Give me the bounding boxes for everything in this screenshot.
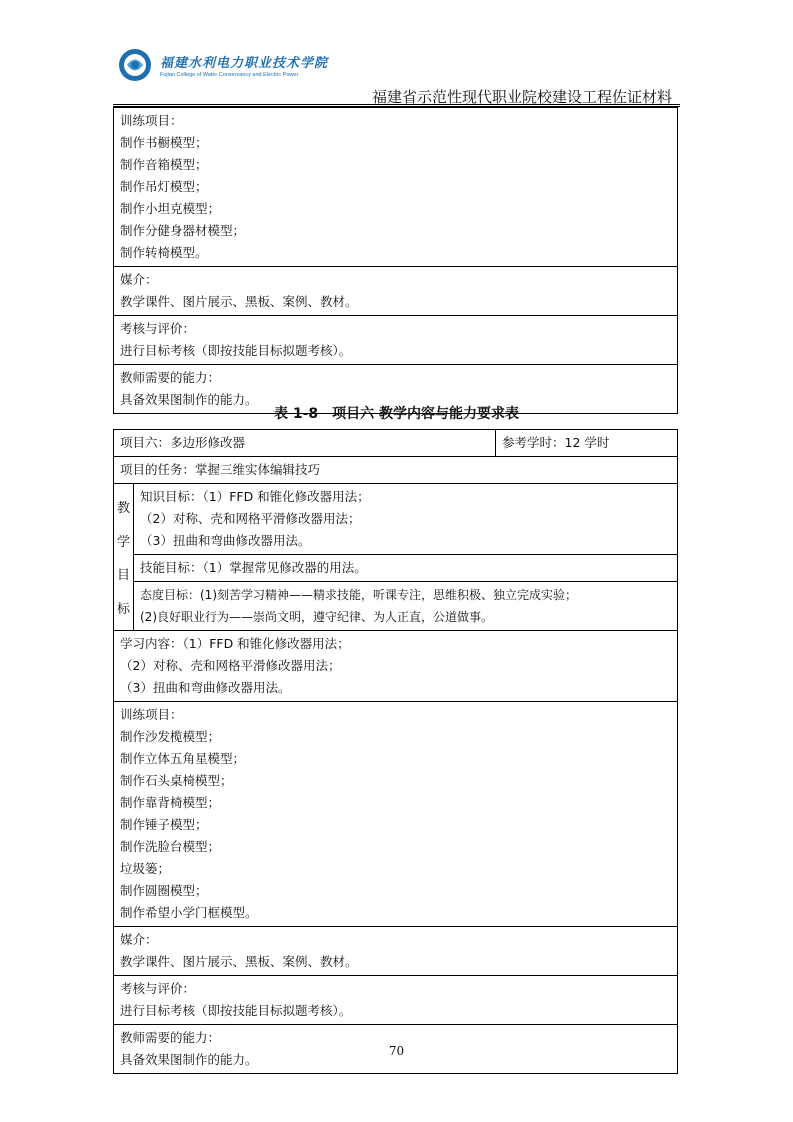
media-section <box>114 927 677 976</box>
text-line: 具备效果图制作的能力。 <box>120 392 258 407</box>
text-line: 知识目标：（1）FFD 和锥化修改器用法； <box>140 489 370 504</box>
text-line: 制作石头桌椅模型； <box>120 773 233 788</box>
college-logo <box>118 48 328 82</box>
assessment-section <box>114 976 677 1025</box>
goal-label-char: 学 <box>116 534 130 550</box>
text-line: 制作小坦克模型； <box>120 201 221 216</box>
attitude-goals <box>134 582 677 630</box>
text-line: 制作分健身器材模型； <box>120 223 246 238</box>
text-line: 教师需要的能力： <box>120 1030 221 1045</box>
training-section <box>114 702 677 927</box>
text-line: 具备效果图制作的能力。 <box>120 1052 258 1067</box>
learning-content-section <box>114 631 677 702</box>
text-line: 进行目标考核（即按技能目标拟题考核）。 <box>120 343 352 358</box>
text-line: 制作洗脸台模型； <box>120 839 221 854</box>
text-line: 制作锤子模型； <box>120 817 208 832</box>
goal-label-char: 教 <box>116 501 130 517</box>
text-line: 技能目标：（1）掌握常见修改器的用法。 <box>140 560 367 575</box>
text-line: 进行目标考核（即按技能目标拟题考核）。 <box>120 1003 352 1018</box>
text-line: 媒介： <box>120 932 158 947</box>
logo-chinese-name: 福建水利电力职业技术学院 <box>160 56 329 71</box>
table-caption: 表 1-8 项目六 教学内容与能力要求表 <box>273 406 520 422</box>
project-six-table <box>113 429 678 1074</box>
text-line: （3）扭曲和弯曲修改器用法。 <box>120 680 291 695</box>
header-title: 福建省示范性现代职业院校建设工程佐证材料 <box>371 88 672 106</box>
text-line: （3）扭曲和弯曲修改器用法。 <box>140 533 311 548</box>
text-line: 训练项目： <box>120 113 183 128</box>
text-line: (2)良好职业行为——崇尚文明，遵守纪律、为人正直，公道做事。 <box>140 610 494 624</box>
header-divider <box>113 104 680 105</box>
knowledge-goals <box>134 484 677 555</box>
text-line: 垃圾篓； <box>120 861 171 876</box>
skill-goals <box>134 555 677 582</box>
page-number: 70 <box>388 1044 405 1058</box>
previous-table <box>113 107 678 414</box>
goal-label-char: 目 <box>116 568 130 584</box>
text-line: 教学课件、图片展示、黑板、案例、教材。 <box>120 954 358 969</box>
prev-assessment-section <box>114 316 677 365</box>
text-line: 教学课件、图片展示、黑板、案例、教材。 <box>120 294 358 309</box>
text-line: 制作吊灯模型； <box>120 179 208 194</box>
text-line: 制作圆圈模型； <box>120 883 208 898</box>
text-line: 制作转椅模型。 <box>120 245 208 260</box>
text-line: 制作音箱模型； <box>120 157 208 172</box>
text-line: 学习内容：（1）FFD 和锥化修改器用法； <box>120 636 350 651</box>
teaching-goals-label <box>114 484 134 630</box>
text-line: 制作希望小学门框模型。 <box>120 905 258 920</box>
teaching-goals-row <box>114 484 677 631</box>
project-name: 项目六：多边形修改器 <box>120 435 246 450</box>
text-line: 考核与评价： <box>120 321 196 336</box>
project-task: 项目的任务：掌握三维实体编辑技巧 <box>120 462 321 477</box>
logo-english-name: Fujian College of Water Conservancy and Electric Power <box>160 72 299 78</box>
text-line: 训练项目： <box>120 707 183 722</box>
text-line: 制作书橱模型； <box>120 135 208 150</box>
project-task-row <box>114 457 677 484</box>
text-line: 制作靠背椅模型； <box>120 795 221 810</box>
text-line: （2）对称、壳和网格平滑修改器用法； <box>140 511 361 526</box>
text-line: （2）对称、壳和网格平滑修改器用法； <box>120 658 341 673</box>
reference-hours: 参考学时：12 学时 <box>502 435 610 450</box>
project-header-row <box>114 430 677 457</box>
text-line: 考核与评价： <box>120 981 196 996</box>
text-line: 媒介： <box>120 272 158 287</box>
goal-label-char: 标 <box>116 601 130 617</box>
college-emblem-icon <box>118 48 152 82</box>
text-line: 态度目标：(1)刻苦学习精神——精求技能，听课专注，思维积极、独立完成实验； <box>140 588 578 602</box>
text-line: 制作沙发榄模型； <box>120 729 221 744</box>
text-line: 教师需要的能力： <box>120 370 221 385</box>
text-line: 制作立体五角星模型； <box>120 751 246 766</box>
prev-media-section <box>114 267 677 316</box>
prev-training-section <box>114 108 677 267</box>
